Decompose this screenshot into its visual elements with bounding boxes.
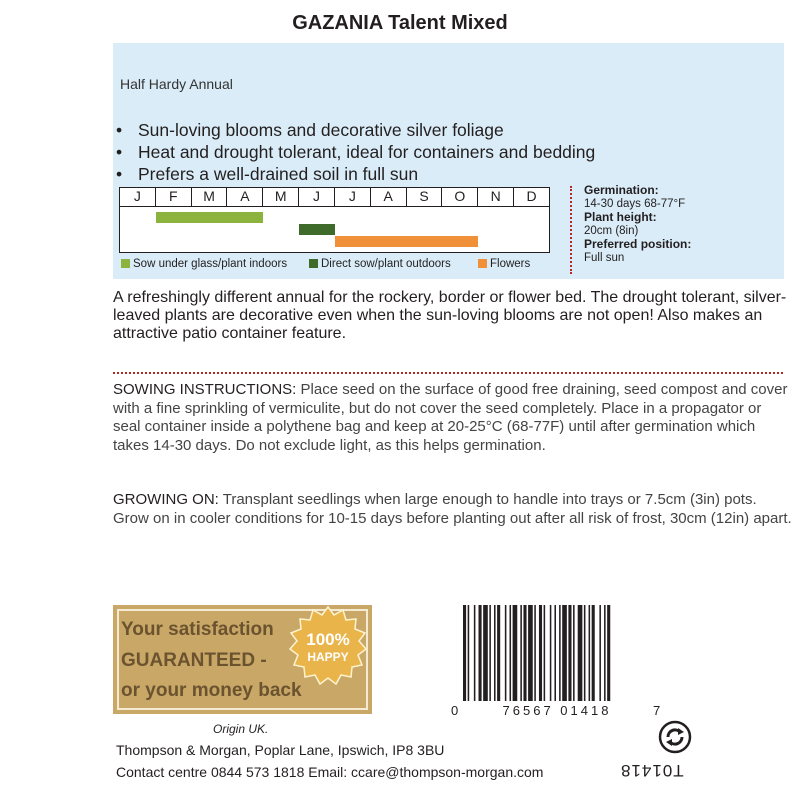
month-cell: O: [442, 188, 478, 206]
feature-list: [116, 119, 595, 185]
germination-label: Germination:: [584, 183, 659, 197]
barcode-bars: [463, 605, 610, 701]
barcode-bar: [474, 605, 476, 701]
month-cell: J: [120, 188, 156, 206]
barcode-bar: [592, 605, 595, 701]
month-cell: F: [156, 188, 192, 206]
barcode-bar: [584, 605, 586, 701]
barcode-bar: [599, 605, 601, 701]
growing-on: [113, 491, 793, 528]
barcode-bar: [494, 605, 496, 701]
origin-label: Origin UK.: [213, 722, 269, 736]
month-cell: N: [478, 188, 514, 206]
guarantee-line-1: Your satisfaction: [121, 619, 274, 640]
legend-item-sow-indoors: [121, 258, 287, 270]
sowing-label: SOWING INSTRUCTIONS:: [113, 381, 297, 398]
guarantee-line-2: GUARANTEED -: [121, 650, 267, 671]
height-label: Plant height:: [584, 210, 657, 224]
month-cell: M: [263, 188, 299, 206]
sowing-text: Place seed on the surface of good free draining, seed compost and cover with a fine sprinkling of vermiculite, but do not cover the seed completely. Place in a propagator or seal container inside a polythene bag and keep at 20-25°C (68-77F) until after germination which takes 14-30 days. Do not exclude light, as this helps germination.: [113, 381, 788, 454]
month-cell: A: [371, 188, 407, 206]
barcode-bar: [562, 605, 567, 701]
barcode-bar: [489, 605, 491, 701]
barcode-bar: [483, 605, 488, 701]
legend-swatch: [121, 259, 130, 268]
height-value: 20cm (8in): [584, 224, 639, 237]
sowing-calendar: [119, 187, 550, 253]
seal-percent: 100%: [306, 630, 350, 649]
position-label: Preferred position:: [584, 237, 692, 251]
recycle-icon: [658, 720, 692, 754]
germination-value: 14-30 days 68-77°F: [584, 197, 686, 210]
barcode-bar: [463, 605, 466, 701]
specs-divider: [570, 186, 572, 274]
barcode-bar: [578, 605, 583, 701]
barcode-digit-left: 0: [451, 703, 459, 718]
month-cell: S: [407, 188, 443, 206]
barcode-bar: [607, 605, 610, 701]
sowing-instructions: [113, 381, 793, 455]
barcode-bar: [589, 605, 591, 701]
growing-text: Transplant seedlings when large enough to handle into trays or 7.5cm (3in) pots. Grow on in cooler conditions for 10-15 days before planting out after all risk of frost, 30cm (12in) apart.: [113, 491, 792, 527]
barcode-bar: [554, 605, 556, 701]
month-cell: D: [526, 188, 537, 204]
barcode-bar: [559, 605, 561, 701]
company-address: Thompson & Morgan, Poplar Lane, Ipswich, IP8 3BU: [116, 742, 445, 758]
growing-label: GROWING ON:: [113, 491, 219, 508]
feature-item: • Prefers a well-drained soil in full sun: [116, 163, 595, 185]
barcode-bar: [568, 605, 571, 701]
barcode-bar: [528, 605, 533, 701]
month-header: [120, 188, 549, 207]
barcode-bar: [520, 605, 522, 701]
product-code: T01418: [620, 761, 684, 780]
contact-line: Contact centre 0844 573 1818 Email: ccare@thompson-morgan.com: [116, 764, 544, 780]
legend-swatch: [309, 259, 318, 268]
calendar-bar: [156, 212, 263, 223]
calendar-bar: [335, 236, 478, 247]
barcode-bar: [479, 605, 482, 701]
legend-label: Direct sow/plant outdoors: [321, 258, 451, 270]
product-description: A refreshingly different annual for the rockery, border or flower bed. The drought tolerant, silver-leaved plants are decorative even when the sun-loving blooms are not open! Also makes an attractive patio container feature.: [113, 289, 787, 342]
barcode-bar: [544, 605, 546, 701]
barcode-bar: [513, 605, 518, 701]
barcode-bar: [505, 605, 507, 701]
feature-item: • Heat and drought tolerant, ideal for containers and bedding: [116, 141, 595, 163]
month-cell: J: [299, 188, 335, 206]
barcode-digits: 76567 01418: [502, 703, 612, 718]
barcode-bar: [468, 605, 470, 701]
month-cell: A: [227, 188, 263, 206]
barcode-bar: [604, 605, 606, 701]
position-value: Full sun: [584, 251, 625, 264]
month-cell: M: [192, 188, 228, 206]
growing-specs: [584, 184, 774, 265]
dotted-divider: [113, 372, 783, 374]
seal-happy: HAPPY: [307, 650, 349, 664]
legend-item-direct-sow: [309, 258, 451, 270]
barcode-bar: [534, 605, 536, 701]
barcode-digit-right: 7: [653, 703, 661, 718]
plant-type: Half Hardy Annual: [120, 76, 233, 92]
product-title: GAZANIA Talent Mixed: [292, 12, 508, 34]
barcode-bar: [573, 605, 575, 701]
guarantee-line-3: or your money back: [121, 680, 302, 701]
month-cell: J: [335, 188, 371, 206]
barcode-bar: [539, 605, 542, 701]
legend-swatch: [478, 259, 487, 268]
legend-item-flowers: [478, 258, 530, 270]
legend-label: Sow under glass/plant indoors: [133, 258, 288, 270]
calendar-bar: [299, 224, 335, 235]
barcode: [447, 603, 667, 723]
barcode-bar: [550, 605, 552, 701]
feature-item: • Sun-loving blooms and decorative silver foliage: [116, 119, 595, 141]
barcode-bar: [523, 605, 526, 701]
happy-seal-icon: [286, 605, 370, 689]
barcode-bar: [510, 605, 512, 701]
legend-label: Flowers: [490, 258, 531, 270]
barcode-bar: [497, 605, 500, 701]
